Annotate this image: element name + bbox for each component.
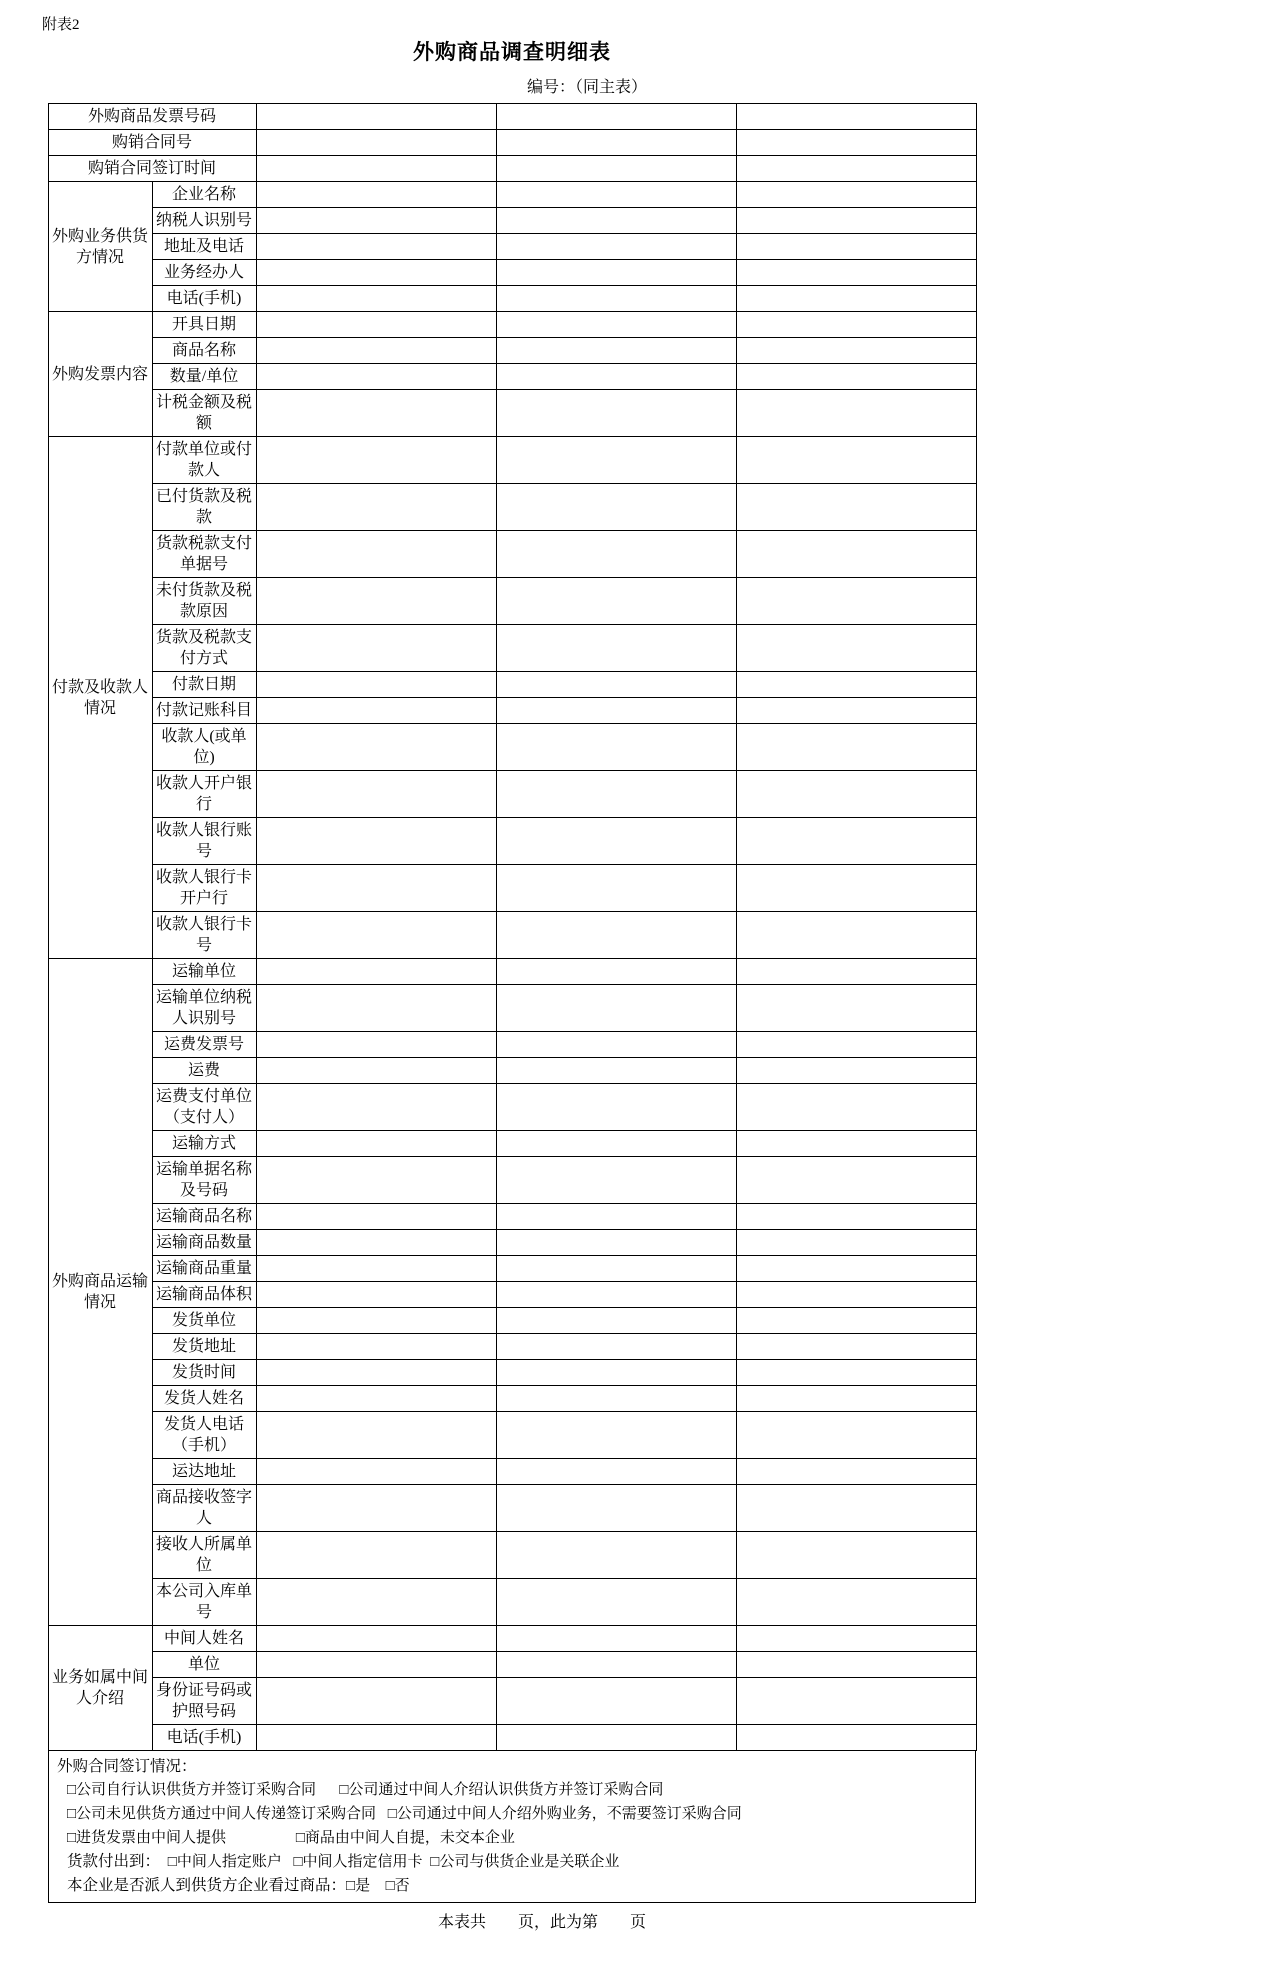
- value-cell[interactable]: [256, 818, 496, 865]
- value-cell[interactable]: [736, 1579, 976, 1626]
- table-row: [48, 771, 976, 818]
- table-row: [48, 959, 976, 985]
- value-cell[interactable]: [256, 1256, 496, 1282]
- section-group-label: 外购发票内容: [48, 312, 152, 437]
- value-cell[interactable]: [736, 312, 976, 338]
- table-row: [48, 260, 976, 286]
- table-row: [48, 234, 976, 260]
- table-row: [48, 1157, 976, 1204]
- value-cell[interactable]: [496, 625, 736, 672]
- value-cell[interactable]: [256, 1230, 496, 1256]
- table-row: [48, 182, 976, 208]
- value-cell[interactable]: [256, 1386, 496, 1412]
- table-row: [48, 1532, 976, 1579]
- value-cell[interactable]: [256, 1579, 496, 1626]
- value-cell[interactable]: [736, 260, 976, 286]
- value-cell[interactable]: [496, 390, 736, 437]
- value-cell[interactable]: [736, 156, 976, 182]
- footer-row-3: [49, 1826, 975, 1850]
- value-cell[interactable]: [736, 208, 976, 234]
- table-row: [48, 1058, 976, 1084]
- row-label: 运输单据名称及号码: [152, 1157, 256, 1204]
- document-number-label: 编号：（同主表）: [526, 79, 647, 96]
- value-cell[interactable]: [736, 818, 976, 865]
- row-label: 接收人所属单位: [152, 1532, 256, 1579]
- value-cell[interactable]: [496, 959, 736, 985]
- row-label: 发货人电话（手机）: [152, 1412, 256, 1459]
- value-cell[interactable]: [256, 1532, 496, 1579]
- value-cell[interactable]: [736, 1334, 976, 1360]
- table-row: [48, 1579, 976, 1626]
- value-cell[interactable]: [256, 312, 496, 338]
- value-cell[interactable]: [256, 130, 496, 156]
- table-row: [48, 312, 976, 338]
- value-cell[interactable]: [736, 1084, 976, 1131]
- value-cell[interactable]: [496, 182, 736, 208]
- checkbox-broker-designated-account[interactable]: □中间人指定账户: [167, 1854, 282, 1870]
- value-cell[interactable]: [736, 1157, 976, 1204]
- table-row: [48, 724, 976, 771]
- row-label: 收款人开户银行: [152, 771, 256, 818]
- row-label: 发货时间: [152, 1360, 256, 1386]
- row-label: 收款人银行卡开户行: [152, 865, 256, 912]
- value-cell[interactable]: [496, 130, 736, 156]
- table-row: [48, 818, 976, 865]
- value-cell[interactable]: [496, 156, 736, 182]
- value-cell[interactable]: [496, 1485, 736, 1532]
- table-body: [48, 104, 976, 1751]
- value-cell[interactable]: [496, 1532, 736, 1579]
- value-cell[interactable]: [256, 208, 496, 234]
- value-cell[interactable]: [736, 1678, 976, 1725]
- row-label: 收款人银行账号: [152, 818, 256, 865]
- value-cell[interactable]: [256, 390, 496, 437]
- value-cell[interactable]: [736, 912, 976, 959]
- table-row: [48, 578, 976, 625]
- site-visit-label: 本企业是否派人到供货方企业看过商品：: [67, 1877, 347, 1894]
- value-cell[interactable]: [496, 865, 736, 912]
- value-cell[interactable]: [496, 578, 736, 625]
- row-label: 付款单位或付款人: [152, 437, 256, 484]
- table-row: [48, 390, 976, 437]
- value-cell[interactable]: [256, 578, 496, 625]
- row-label: 运输商品重量: [152, 1256, 256, 1282]
- row-label: 发货人姓名: [152, 1386, 256, 1412]
- value-cell[interactable]: [256, 1459, 496, 1485]
- row-label: 外购商品发票号码: [48, 104, 256, 130]
- footer-heading: 外购合同签订情况：: [57, 1758, 197, 1775]
- value-cell[interactable]: [256, 1652, 496, 1678]
- value-cell[interactable]: [736, 286, 976, 312]
- value-cell[interactable]: [496, 312, 736, 338]
- row-label: 数量/单位: [152, 364, 256, 390]
- spacer-1: [316, 1781, 339, 1798]
- value-cell[interactable]: [496, 234, 736, 260]
- value-cell[interactable]: [736, 771, 976, 818]
- value-cell[interactable]: [736, 104, 976, 130]
- value-cell[interactable]: [736, 1485, 976, 1532]
- value-cell[interactable]: [736, 338, 976, 364]
- row-label: 运达地址: [152, 1459, 256, 1485]
- value-cell[interactable]: [496, 1678, 736, 1725]
- value-cell[interactable]: [736, 1386, 976, 1412]
- value-cell[interactable]: [736, 437, 976, 484]
- row-label: 运输单位纳税人识别号: [152, 985, 256, 1032]
- table-row: [48, 208, 976, 234]
- checkbox-broker-designated-credit-card[interactable]: □中间人指定信用卡: [293, 1854, 423, 1870]
- row-label: 运费发票号: [152, 1032, 256, 1058]
- checkbox-invoice-from-broker[interactable]: □进货发票由中间人提供: [67, 1830, 227, 1846]
- value-cell[interactable]: [256, 1157, 496, 1204]
- value-cell[interactable]: [736, 672, 976, 698]
- value-cell[interactable]: [256, 672, 496, 698]
- table-row: [48, 1485, 976, 1532]
- checkbox-related-party-enterprise[interactable]: □公司与供货企业是关联企业: [430, 1854, 620, 1870]
- value-cell[interactable]: [256, 865, 496, 912]
- table-row: [48, 531, 976, 578]
- value-cell[interactable]: [496, 1256, 736, 1282]
- value-cell[interactable]: [256, 364, 496, 390]
- row-label: 开具日期: [152, 312, 256, 338]
- value-cell[interactable]: [496, 672, 736, 698]
- value-cell[interactable]: [736, 985, 976, 1032]
- value-cell[interactable]: [496, 1131, 736, 1157]
- value-cell[interactable]: [496, 1157, 736, 1204]
- value-cell[interactable]: [496, 985, 736, 1032]
- row-label: 购销合同号: [48, 130, 256, 156]
- spacer-5: [370, 1877, 386, 1894]
- value-cell[interactable]: [256, 1084, 496, 1131]
- table-row: [48, 130, 976, 156]
- table-row: [48, 1084, 976, 1131]
- value-cell[interactable]: [496, 260, 736, 286]
- value-cell[interactable]: [736, 1459, 976, 1485]
- checkbox-self-recognized-supplier[interactable]: □公司自行认识供货方并签订采购合同: [67, 1782, 317, 1798]
- table-row: [48, 1230, 976, 1256]
- value-cell[interactable]: [736, 1626, 976, 1652]
- table-row: [48, 1386, 976, 1412]
- value-cell[interactable]: [496, 437, 736, 484]
- value-cell[interactable]: [256, 912, 496, 959]
- row-label: 商品名称: [152, 338, 256, 364]
- row-label: 电话(手机): [152, 286, 256, 312]
- table-row: [48, 484, 976, 531]
- value-cell[interactable]: [736, 959, 976, 985]
- row-label: 已付货款及税款: [152, 484, 256, 531]
- value-cell[interactable]: [736, 364, 976, 390]
- value-cell[interactable]: [736, 1204, 976, 1230]
- spacer-3: [226, 1829, 296, 1846]
- value-cell[interactable]: [496, 724, 736, 771]
- table-row: [48, 672, 976, 698]
- row-label: 运输商品数量: [152, 1230, 256, 1256]
- value-cell[interactable]: [496, 1058, 736, 1084]
- table-row: [48, 156, 976, 182]
- row-label: 中间人姓名: [152, 1626, 256, 1652]
- row-label: 单位: [152, 1652, 256, 1678]
- table-row: [48, 698, 976, 724]
- value-cell[interactable]: [256, 1725, 496, 1751]
- spacer-4b: [282, 1853, 294, 1870]
- table-row: [48, 1282, 976, 1308]
- value-cell[interactable]: [496, 1725, 736, 1751]
- value-cell[interactable]: [496, 1308, 736, 1334]
- value-cell[interactable]: [736, 1256, 976, 1282]
- value-cell[interactable]: [256, 286, 496, 312]
- value-cell[interactable]: [496, 1204, 736, 1230]
- document-number-row: [0, 68, 1024, 103]
- value-cell[interactable]: [496, 208, 736, 234]
- value-cell[interactable]: [496, 818, 736, 865]
- value-cell[interactable]: [736, 234, 976, 260]
- row-label: 购销合同签订时间: [48, 156, 256, 182]
- table-row: [48, 625, 976, 672]
- footer-row-5: [49, 1874, 975, 1898]
- value-cell[interactable]: [256, 1058, 496, 1084]
- investigation-detail-table: [48, 103, 977, 1751]
- page-count-footer: 本表共 页，此为第 页: [437, 1914, 646, 1931]
- value-cell[interactable]: [256, 234, 496, 260]
- value-cell[interactable]: [496, 531, 736, 578]
- value-cell[interactable]: [256, 698, 496, 724]
- value-cell[interactable]: [256, 1032, 496, 1058]
- footer-row-1: [49, 1778, 975, 1802]
- payment-destination-label: 货款付出到：: [67, 1853, 161, 1870]
- value-cell[interactable]: [736, 531, 976, 578]
- table-row: [48, 1652, 976, 1678]
- value-cell[interactable]: [736, 1412, 976, 1459]
- value-cell[interactable]: [496, 1386, 736, 1412]
- value-cell[interactable]: [256, 959, 496, 985]
- row-label: 企业名称: [152, 182, 256, 208]
- value-cell[interactable]: [256, 182, 496, 208]
- section-group-label: 外购业务供货方情况: [48, 182, 152, 312]
- page-title: 外购商品调查明细表: [413, 40, 611, 64]
- value-cell[interactable]: [256, 531, 496, 578]
- table-row: [48, 985, 976, 1032]
- value-cell[interactable]: [256, 1485, 496, 1532]
- value-cell[interactable]: [736, 390, 976, 437]
- value-cell[interactable]: [736, 130, 976, 156]
- value-cell[interactable]: [256, 484, 496, 531]
- value-cell[interactable]: [256, 1334, 496, 1360]
- value-cell[interactable]: [496, 1334, 736, 1360]
- row-label: 运输单位: [152, 959, 256, 985]
- value-cell[interactable]: [736, 865, 976, 912]
- table-row: [48, 912, 976, 959]
- spacer-4a: [160, 1853, 168, 1870]
- row-label: 业务经办人: [152, 260, 256, 286]
- row-label: 发货单位: [152, 1308, 256, 1334]
- table-row: [48, 437, 976, 484]
- value-cell[interactable]: [496, 364, 736, 390]
- value-cell[interactable]: [496, 1230, 736, 1256]
- value-cell[interactable]: [496, 698, 736, 724]
- value-cell[interactable]: [256, 1131, 496, 1157]
- section-group-label: 业务如属中间人介绍: [48, 1626, 152, 1751]
- row-label: 运输商品名称: [152, 1204, 256, 1230]
- value-cell[interactable]: [736, 182, 976, 208]
- footer-row-4: [49, 1850, 975, 1874]
- value-cell[interactable]: [256, 771, 496, 818]
- value-cell[interactable]: [736, 724, 976, 771]
- value-cell[interactable]: [736, 1230, 976, 1256]
- table-row: [48, 1204, 976, 1230]
- row-label: 付款日期: [152, 672, 256, 698]
- value-cell[interactable]: [256, 156, 496, 182]
- value-cell[interactable]: [496, 1412, 736, 1459]
- value-cell[interactable]: [256, 1360, 496, 1386]
- value-cell[interactable]: [496, 286, 736, 312]
- table-row: [48, 104, 976, 130]
- table-row: [48, 338, 976, 364]
- value-cell[interactable]: [256, 1204, 496, 1230]
- checkbox-goods-self-picked-by-broker[interactable]: □商品由中间人自提，未交本企业: [295, 1830, 515, 1846]
- value-cell[interactable]: [256, 1282, 496, 1308]
- table-row: [48, 1678, 976, 1725]
- table-row: [48, 1334, 976, 1360]
- table-row: [48, 286, 976, 312]
- checkbox-broker-introduced-no-contract[interactable]: □公司通过中间人介绍外购业务，不需要签订采购合同: [387, 1806, 742, 1822]
- row-label: 运输商品体积: [152, 1282, 256, 1308]
- row-label: 发货地址: [152, 1334, 256, 1360]
- value-cell[interactable]: [496, 1652, 736, 1678]
- value-cell[interactable]: [736, 1308, 976, 1334]
- value-cell[interactable]: [736, 625, 976, 672]
- table-row: [48, 1256, 976, 1282]
- value-cell[interactable]: [736, 1282, 976, 1308]
- value-cell[interactable]: [496, 1626, 736, 1652]
- value-cell[interactable]: [736, 578, 976, 625]
- row-label: 身份证号码或护照号码: [152, 1678, 256, 1725]
- table-row: [48, 1360, 976, 1386]
- attachment-label: 附表2: [42, 17, 80, 33]
- value-cell[interactable]: [256, 260, 496, 286]
- value-cell[interactable]: [736, 1360, 976, 1386]
- table-row: [48, 1459, 976, 1485]
- section-group-label: 付款及收款人情况: [48, 437, 152, 959]
- value-cell[interactable]: [256, 1412, 496, 1459]
- value-cell[interactable]: [256, 437, 496, 484]
- table-row: [48, 1725, 976, 1751]
- value-cell[interactable]: [736, 698, 976, 724]
- row-label: 货款税款支付单据号: [152, 531, 256, 578]
- row-label: 运输方式: [152, 1131, 256, 1157]
- value-cell[interactable]: [496, 104, 736, 130]
- row-label: 付款记账科目: [152, 698, 256, 724]
- row-label: 运费: [152, 1058, 256, 1084]
- value-cell[interactable]: [496, 1579, 736, 1626]
- row-label: 货款及税款支付方式: [152, 625, 256, 672]
- value-cell[interactable]: [496, 1032, 736, 1058]
- row-label: 收款人(或单位): [152, 724, 256, 771]
- row-label: 未付货款及税款原因: [152, 578, 256, 625]
- value-cell[interactable]: [256, 985, 496, 1032]
- value-cell[interactable]: [736, 1652, 976, 1678]
- value-cell[interactable]: [496, 1459, 736, 1485]
- row-label: 地址及电话: [152, 234, 256, 260]
- value-cell[interactable]: [736, 1725, 976, 1751]
- row-label: 本公司入库单号: [152, 1579, 256, 1626]
- value-cell[interactable]: [736, 1058, 976, 1084]
- value-cell[interactable]: [256, 1308, 496, 1334]
- value-cell[interactable]: [736, 1532, 976, 1579]
- footer-row-2: [49, 1802, 975, 1826]
- value-cell[interactable]: [256, 625, 496, 672]
- table-row: [48, 364, 976, 390]
- value-cell[interactable]: [256, 724, 496, 771]
- row-label: 收款人银行卡号: [152, 912, 256, 959]
- section-group-label: 外购商品运输情况: [48, 959, 152, 1626]
- value-cell[interactable]: [496, 912, 736, 959]
- table-row: [48, 1032, 976, 1058]
- value-cell[interactable]: [256, 1626, 496, 1652]
- value-cell[interactable]: [256, 1678, 496, 1725]
- row-label: 纳税人识别号: [152, 208, 256, 234]
- value-cell[interactable]: [496, 1282, 736, 1308]
- checkbox-site-visit-yes[interactable]: □是: [346, 1878, 371, 1894]
- table-row: [48, 1131, 976, 1157]
- spacer-2: [376, 1805, 388, 1822]
- contract-signing-section: [48, 1751, 976, 1903]
- value-cell[interactable]: [256, 338, 496, 364]
- table-row: [48, 865, 976, 912]
- table-row: [48, 1412, 976, 1459]
- row-label: 商品接收签字人: [152, 1485, 256, 1532]
- value-cell[interactable]: [496, 1084, 736, 1131]
- table-row: [48, 1308, 976, 1334]
- value-cell[interactable]: [496, 771, 736, 818]
- value-cell[interactable]: [496, 484, 736, 531]
- checkbox-unseen-supplier-broker-relay[interactable]: □公司未见供货方通过中间人传递签订采购合同: [67, 1806, 377, 1822]
- row-label: 运费支付单位（支付人）: [152, 1084, 256, 1131]
- value-cell[interactable]: [496, 338, 736, 364]
- row-label: 电话(手机): [152, 1725, 256, 1751]
- value-cell[interactable]: [736, 484, 976, 531]
- value-cell[interactable]: [736, 1131, 976, 1157]
- table-row: [48, 1626, 976, 1652]
- checkbox-site-visit-no[interactable]: □否: [385, 1878, 410, 1894]
- value-cell[interactable]: [736, 1032, 976, 1058]
- checkbox-broker-introduced-supplier[interactable]: □公司通过中间人介绍认识供货方并签订采购合同: [339, 1782, 664, 1798]
- row-label: 计税金额及税额: [152, 390, 256, 437]
- value-cell[interactable]: [496, 1360, 736, 1386]
- value-cell[interactable]: [256, 104, 496, 130]
